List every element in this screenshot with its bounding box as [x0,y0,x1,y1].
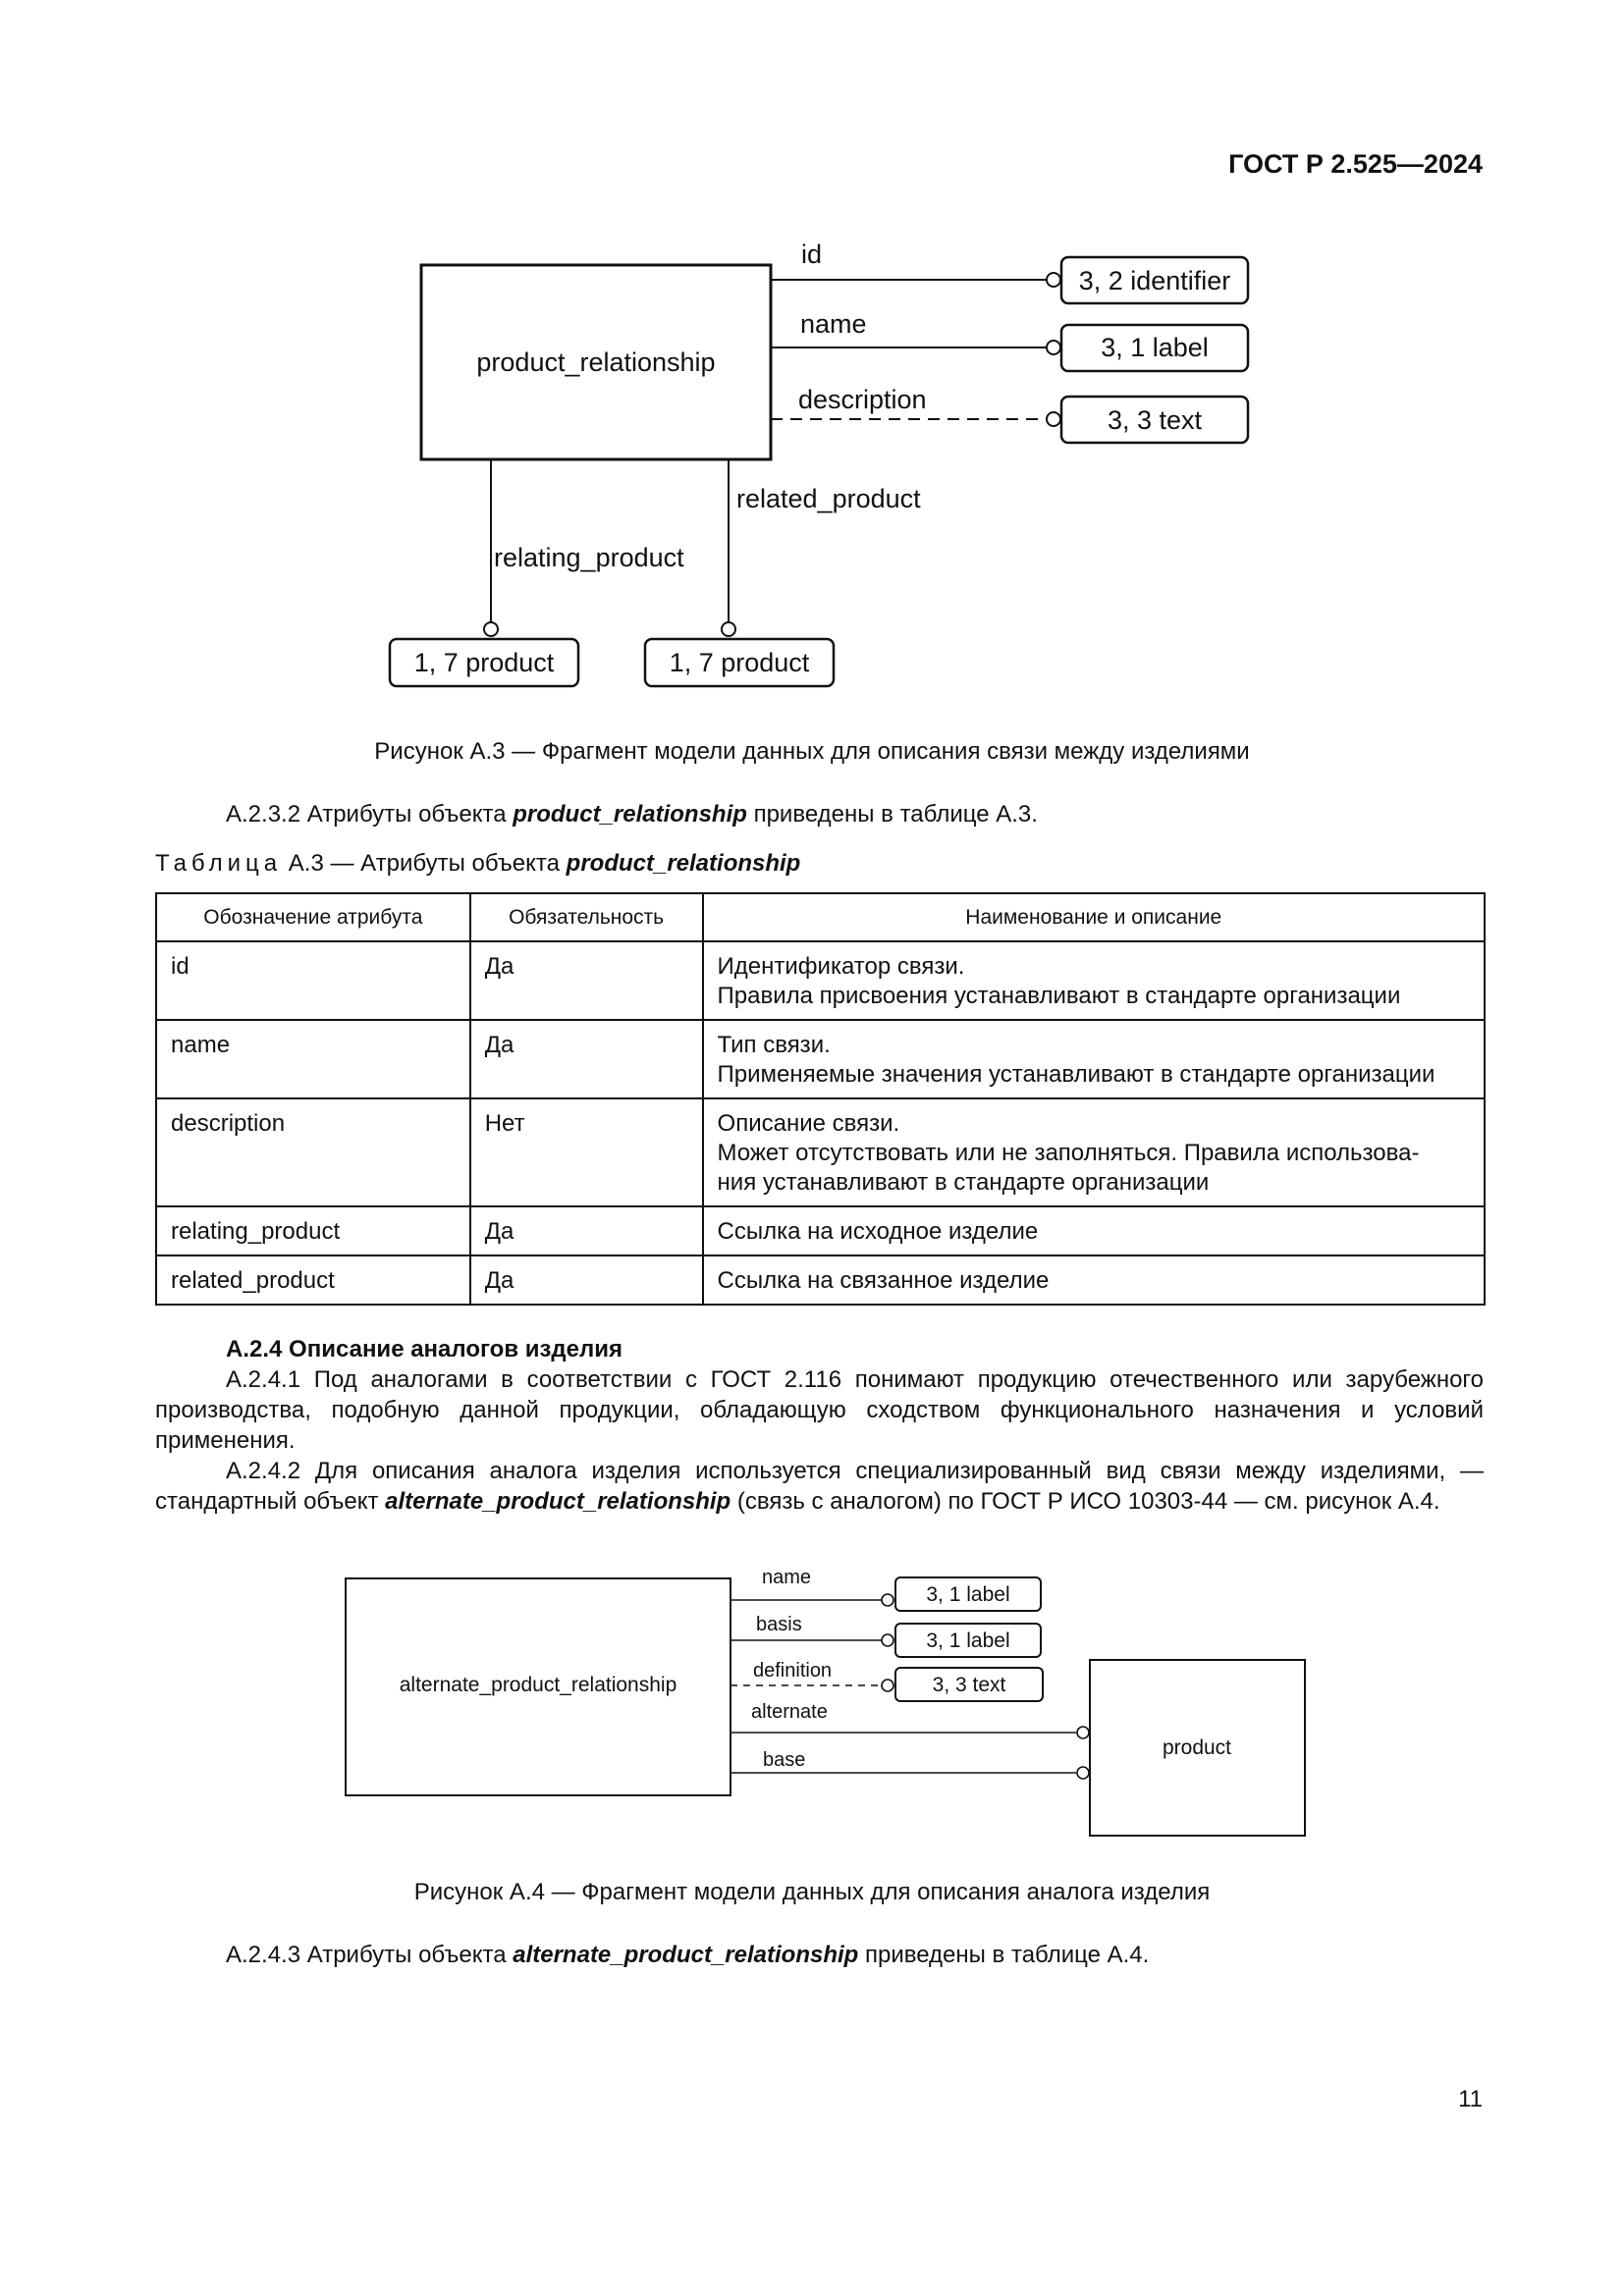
type-label-identifier: 3, 2 identifier [1078,266,1231,295]
document-number: ГОСТ Р 2.525—2024 [1228,149,1483,179]
type-label-label: 3, 1 label [1101,333,1209,362]
required-cell: Да [470,1255,703,1305]
description-line: Ссылка на исходное изделие [717,1218,1039,1245]
description-line: Тип связи. [717,1032,831,1058]
connector-circle [1077,1767,1089,1779]
section-heading-a24: А.2.4 Описание аналогов изделия [226,1336,623,1362]
attr-cell: description [156,1098,470,1206]
description-line: Ссылка на связанное изделие [717,1267,1050,1294]
entity-reference: product_relationship [513,801,747,828]
table-word: Таблица [155,850,283,877]
entity-reference: alternate_product_relationship [385,1488,731,1515]
attr-cell: relating_product [156,1206,470,1255]
type-label-label: 3, 1 label [926,1629,1010,1652]
paragraph-text: А.2.4.2 Для описания аналога изделия используется специализированный вид связи между изделиями, — стандартный объект [155,1458,1484,1515]
entity-reference: product_relationship [566,850,801,877]
paragraph-a243 [226,1940,1149,1970]
connector-circle [882,1680,893,1691]
description-line: Правила присвоения устанавливают в стандарте организации [717,983,1401,1009]
attr-cell: id [156,941,470,1020]
connector-circle [1077,1727,1089,1738]
required-cell: Нет [470,1098,703,1206]
paragraph-text: (связь с аналогом) по ГОСТ Р ИСО 10303-44 — см. рисунок А.4. [731,1488,1440,1515]
required-cell: Да [470,941,703,1020]
description-line: Идентификатор связи. [717,953,965,980]
page-number: 11 [1458,2086,1483,2112]
paragraph-a241: А.2.4.1 Под аналогами в соответствии с ГОСТ 2.116 понимают продукцию отечественного или зарубежного производства, подобную данной продукции, обладающую сходством функционального назначения и условий применения. [155,1366,1484,1454]
entity-name: alternate_product_relationship [399,1674,677,1696]
product-entity-name: product [1162,1736,1232,1759]
attr-label-alternate: alternate [751,1701,828,1723]
attr-label-base: base [763,1749,806,1771]
column-header: Наименование и описание [703,893,1485,941]
connector-circle [882,1594,893,1606]
paragraph-text: приведены в таблице А.4. [858,1942,1150,1968]
description-line: Применяемые значения устанавливают в стандарте организации [717,1061,1435,1088]
attr-label-relating-product: relating_product [494,543,684,572]
attr-label-basis: basis [756,1614,802,1635]
attr-cell: name [156,1020,470,1098]
type-label-label: 3, 1 label [926,1583,1010,1606]
attr-label-name: name [800,309,867,339]
paragraph-text: А.2.4.3 Атрибуты объекта [226,1942,514,1968]
attr-label-related-product: related_product [736,484,921,513]
paragraph-text: А.2.3.2 Атрибуты объекта [226,801,514,828]
column-header: Обозначение атрибута [156,893,470,941]
figure-a4-caption: Рисунок А.4 — Фрагмент модели данных для описания аналога изделия [413,1879,1211,1905]
entity-name: product_relationship [476,347,716,377]
description-line: Описание связи. [717,1110,900,1137]
required-cell: Да [470,1206,703,1255]
required-cell: Да [470,1020,703,1098]
type-label-related-product: 1, 7 product [669,648,810,677]
attr-label-name: name [762,1567,812,1588]
description-line: Может отсутствовать или не заполняться. Правила использова- [717,1140,1420,1166]
description-line: ния устанавливают в стандарте организации [717,1169,1210,1196]
type-label-text: 3, 3 text [1107,405,1203,435]
type-label-relating-product: 1, 7 product [413,648,555,677]
connector-circle [882,1634,893,1646]
paragraph-text: приведены в таблице А.3. [746,801,1038,828]
type-label-text: 3, 3 text [932,1674,1006,1696]
attr-label-id: id [801,240,823,269]
entity-reference: alternate_product_relationship [513,1942,859,1968]
attr-cell: related_product [156,1255,470,1305]
figure-a3-caption: Рисунок А.3 — Фрагмент модели данных для описания связи между изделиями [374,738,1250,765]
table-title-text: А.3 — Атрибуты объекта [282,850,567,877]
attr-label-definition: definition [753,1660,833,1682]
column-header: Обязательность [470,893,703,941]
attr-label-description: description [798,385,927,414]
